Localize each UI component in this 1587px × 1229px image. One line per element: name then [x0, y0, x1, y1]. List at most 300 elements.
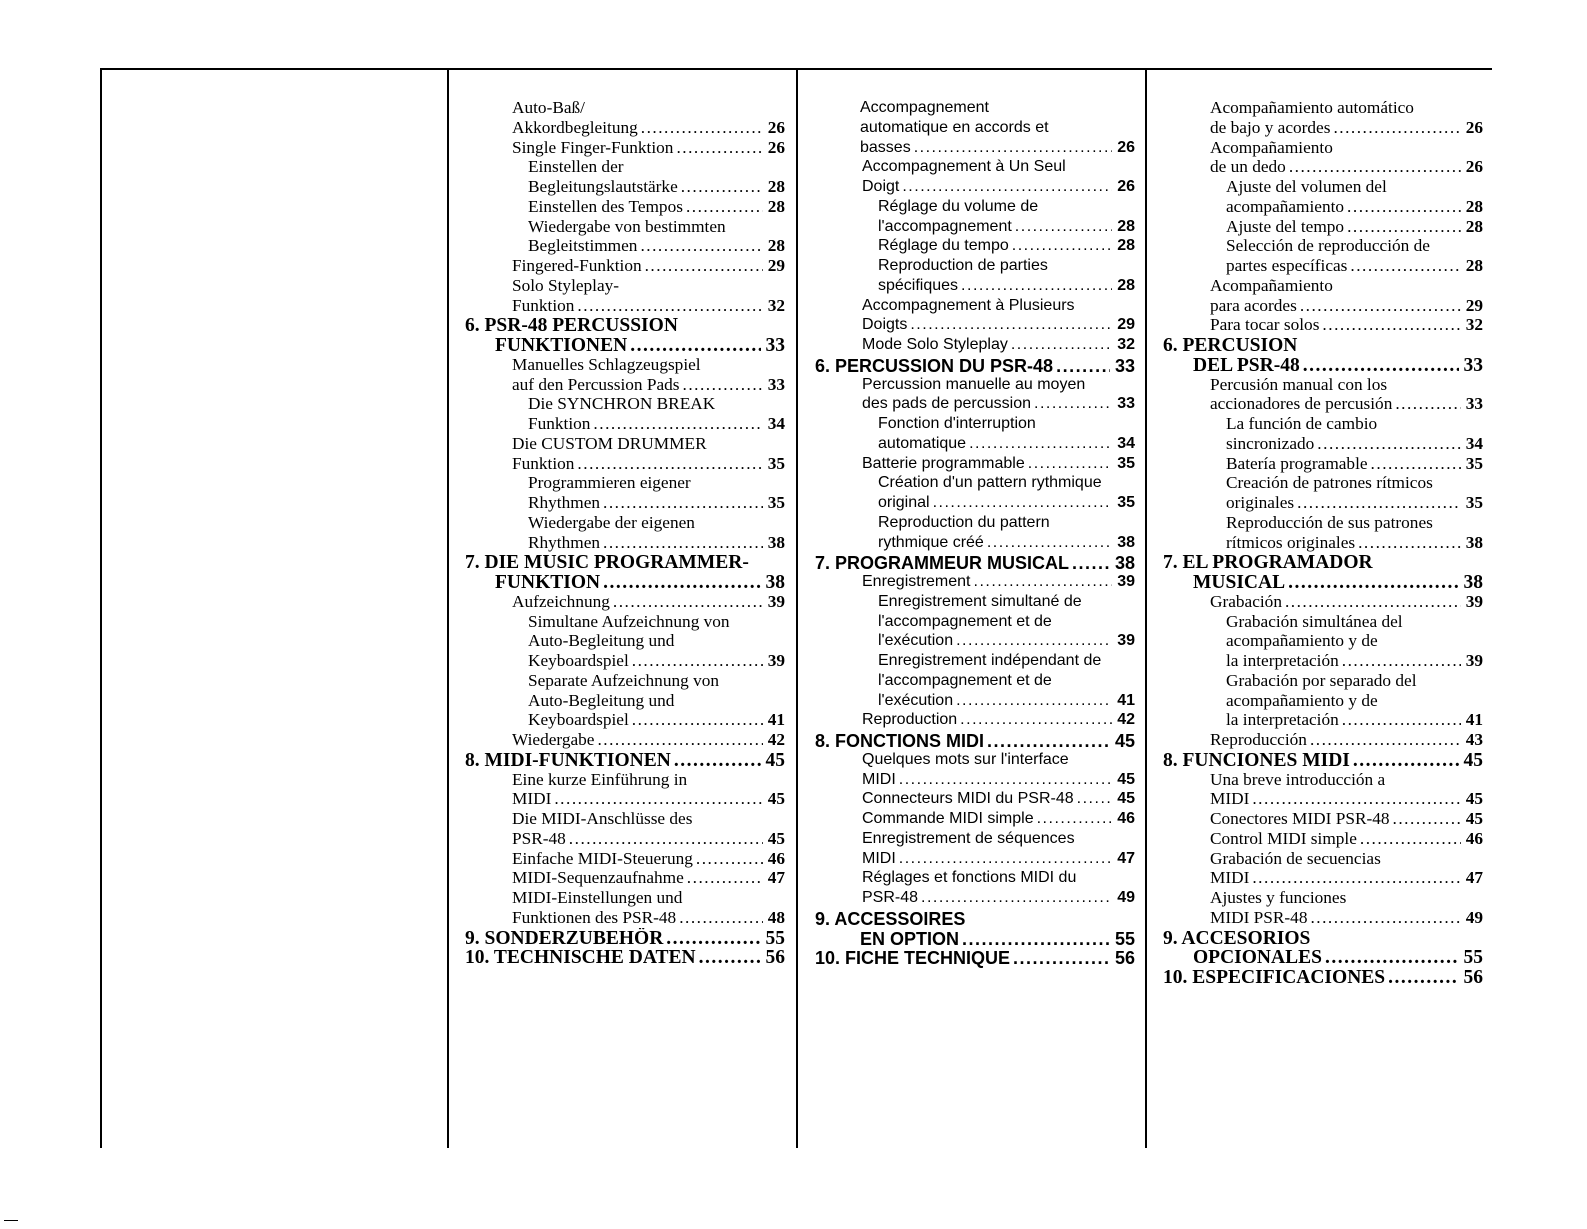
toc-entry: [465, 276, 785, 296]
toc-entry: [465, 394, 785, 414]
toc-entry-title: Grabación: [1210, 591, 1282, 611]
toc-page-number: 33: [1114, 355, 1135, 376]
toc-leader-dots: [641, 118, 763, 138]
toc-leader-dots: [597, 730, 762, 750]
toc-page-number: 29: [767, 256, 785, 275]
toc-entry-title: basses: [860, 138, 911, 156]
toc-page-number: 35: [1117, 494, 1135, 511]
toc-entry: [1163, 296, 1483, 316]
toc-leader-dots: [577, 454, 762, 474]
toc-entry-title: MIDI PSR-48: [1210, 907, 1308, 927]
toc-entry: [465, 138, 785, 158]
toc-page-number: 26: [767, 137, 785, 157]
toc-entry: [815, 552, 1135, 574]
toc-entry: [1163, 454, 1483, 474]
toc-entry-title: original: [878, 494, 930, 511]
toc-entry: [465, 770, 785, 790]
toc-entry: [465, 789, 785, 809]
toc-entry: [465, 236, 785, 256]
toc-entry: [465, 375, 785, 395]
toc-entry: [815, 849, 1135, 869]
toc-entry-title: automatique en accords et: [860, 118, 1049, 136]
toc-entry: [465, 612, 785, 632]
toc-entry: [465, 98, 785, 118]
toc-page-number: 42: [767, 730, 785, 749]
toc-page-number: 26: [1465, 157, 1483, 177]
toc-entry-title: 9. ACCESSOIRES: [815, 908, 966, 929]
toc-leader-dots: [1388, 967, 1458, 989]
toc-page-number: 47: [1117, 849, 1135, 867]
toc-entry: [1163, 849, 1483, 869]
toc-leader-dots: [674, 750, 761, 772]
toc-page-number: 38: [1465, 532, 1483, 552]
toc-entry-title: 6. PERCUSSION DU PSR-48: [815, 355, 1054, 376]
toc-entry-title: Control MIDI simple: [1210, 828, 1357, 848]
toc-page-number: 39: [1117, 632, 1135, 650]
toc-entry-title: 7. PROGRAMMEUR MUSICAL: [815, 553, 1070, 574]
toc-entry: [465, 217, 785, 237]
toc-entry: [815, 691, 1135, 711]
toc-entry: [1163, 315, 1483, 335]
toc-entry: [815, 118, 1135, 138]
toc-leader-dots: [632, 710, 763, 730]
toc-leader-dots: [961, 276, 1112, 296]
toc-entry: [465, 177, 785, 197]
toc-leader-dots: [914, 138, 1113, 158]
toc-entry-title: Ajustes y funciones: [1210, 888, 1347, 907]
toc-leader-dots: [1252, 789, 1460, 809]
toc-entry-title: Aufzeichnung: [512, 591, 610, 611]
toc-leader-dots: [1011, 335, 1112, 355]
toc-entry: [815, 750, 1135, 770]
toc-entry-title: Connecteurs MIDI du PSR-48: [862, 790, 1074, 808]
toc-entry-title: MIDI: [1210, 868, 1250, 888]
toc-entry: [465, 908, 785, 928]
toc-entry-title: auf den Percussion Pads: [512, 374, 680, 394]
toc-entry: [1163, 98, 1483, 118]
toc-entry: [465, 710, 785, 730]
toc-entry-title: Simultane Aufzeichnung von: [528, 611, 730, 631]
toc-leader-dots: [974, 572, 1113, 592]
toc-leader-dots: [603, 572, 760, 594]
toc-entry-title: OPCIONALES: [1193, 947, 1322, 969]
toc-entry: [465, 533, 785, 553]
toc-leader-dots: [1317, 434, 1460, 454]
toc-entry: [1163, 236, 1483, 256]
toc-leader-dots: [1303, 355, 1459, 377]
toc-entry: [1163, 691, 1483, 711]
toc-page-number: 28: [1117, 276, 1135, 294]
toc-entry: [465, 473, 785, 493]
toc-entry-title: Réglages et fonctions MIDI du: [862, 869, 1077, 887]
toc-leader-dots: [1347, 217, 1461, 237]
toc-entry-title: Auto-Begleitung und: [528, 690, 675, 710]
toc-entry: [465, 572, 785, 594]
toc-entry: [815, 592, 1135, 612]
toc-leader-dots: [1028, 454, 1112, 474]
toc-page-number: 35: [1465, 453, 1483, 473]
toc-entry: [465, 809, 785, 829]
toc-entry-title: Eine kurze Einführung in: [512, 769, 688, 789]
toc-entry: [815, 177, 1135, 197]
toc-entry: [465, 552, 785, 574]
toc-entry: [465, 849, 785, 869]
toc-leader-dots: [569, 829, 763, 849]
toc-entry-title: Akkordbegleitung: [512, 117, 638, 137]
toc-page-number: 33: [765, 335, 785, 356]
toc-entry: [815, 355, 1135, 377]
toc-leader-dots: [956, 691, 1112, 711]
toc-entry-title: rítmicos originales: [1226, 532, 1356, 552]
toc-page-number: 43: [1465, 730, 1483, 749]
toc-page-number: 45: [1463, 749, 1483, 771]
toc-page-number: 34: [767, 414, 785, 433]
toc-page-number: 35: [767, 453, 785, 473]
toc-entry: [465, 947, 785, 969]
toc-entry: [1163, 730, 1483, 750]
toc-entry: [1163, 434, 1483, 454]
toc-entry-title: Auto-Baß/: [512, 98, 585, 117]
toc-entry-title: Accompagnement: [860, 99, 989, 116]
toc-entry-title: Programmieren eigener: [528, 473, 691, 493]
toc-leader-dots: [960, 710, 1112, 730]
toc-entry-title: Reproduction: [862, 711, 958, 729]
toc-entry-title: Batterie programmable: [862, 454, 1025, 472]
toc-leader-dots: [1347, 197, 1461, 217]
toc-entry: [465, 157, 785, 177]
toc-entry: [1163, 770, 1483, 790]
toc-entry: [465, 493, 785, 513]
toc-entry: [1163, 276, 1483, 296]
toc-entry-title: Una breve introducción a: [1210, 769, 1386, 789]
toc-page-number: 32: [1465, 315, 1483, 335]
toc-entry: [1163, 829, 1483, 849]
toc-leader-dots: [1325, 947, 1459, 969]
toc-leader-dots: [899, 770, 1112, 790]
toc-leader-dots: [987, 730, 1110, 752]
toc-leader-dots: [1015, 217, 1112, 237]
toc-entry: [1163, 375, 1483, 395]
toc-entry-title: PSR-48: [512, 828, 566, 848]
toc-leader-dots: [1252, 868, 1460, 888]
toc-entry-title: 10. ESPECIFICACIONES: [1163, 967, 1386, 988]
toc-leader-dots: [1342, 710, 1461, 730]
toc-entry: [815, 98, 1135, 118]
toc-entry-title: Grabación simultánea del: [1226, 611, 1403, 631]
toc-entry: [815, 296, 1135, 316]
toc-page-number: 39: [1465, 591, 1483, 611]
toc-page-number: 48: [767, 907, 785, 927]
toc-entry-title: 10. FICHE TECHNIQUE: [815, 948, 1011, 969]
toc-entry: [1163, 197, 1483, 217]
toc-leader-dots: [1393, 809, 1461, 829]
toc-page-number: 42: [1117, 711, 1135, 729]
toc-leader-dots: [603, 533, 763, 553]
toc-leader-dots: [1037, 809, 1113, 829]
toc-entry: [815, 572, 1135, 592]
toc-entry-title: para acordes: [1210, 295, 1297, 315]
toc-entry-title: automatique: [878, 434, 967, 452]
toc-page-number: 55: [1114, 928, 1135, 949]
toc-page-number: 39: [1117, 573, 1135, 590]
toc-entry-title: Wiedergabe der eigenen: [528, 512, 695, 532]
toc-leader-dots: [987, 533, 1112, 553]
toc-leader-dots: [1013, 947, 1110, 969]
toc-leader-dots: [593, 414, 762, 434]
toc-entry-title: Funktion: [512, 295, 575, 315]
toc-leader-dots: [666, 928, 760, 950]
toc-page-number: 55: [1463, 947, 1483, 969]
toc-page-number: 34: [1465, 433, 1483, 453]
toc-page-number: 45: [767, 828, 785, 848]
toc-entry-title: MIDI: [1210, 789, 1250, 809]
toc-leader-dots: [1012, 236, 1112, 256]
toc-page-number: 32: [767, 295, 785, 315]
toc-entry: [1163, 493, 1483, 513]
toc-entry: [815, 414, 1135, 434]
toc-entry-title: Fingered-Funktion: [512, 256, 642, 275]
toc-leader-dots: [613, 592, 763, 612]
toc-entry: [465, 651, 785, 671]
toc-entry-title: l'accompagnement: [878, 217, 1012, 235]
toc-page-number: 56: [1463, 967, 1483, 988]
toc-entry: [1163, 335, 1483, 357]
toc-entry-title: Acompañamiento: [1210, 137, 1333, 157]
toc-leader-dots: [933, 493, 1113, 513]
toc-entry-title: 7. EL PROGRAMADOR: [1163, 552, 1373, 574]
toc-page-number: 45: [765, 749, 785, 771]
toc-page-number: 39: [1465, 651, 1483, 670]
toc-leader-dots: [902, 177, 1112, 197]
toc-entry: [815, 335, 1135, 355]
toc-entry: [815, 829, 1135, 849]
toc-leader-dots: [630, 335, 760, 357]
toc-entry-title: DEL PSR-48: [1193, 354, 1300, 376]
toc-entry: [815, 888, 1135, 908]
toc-page-number: 34: [1117, 434, 1135, 452]
toc-leader-dots: [1353, 750, 1459, 772]
toc-entry-title: Die SYNCHRON BREAK: [528, 394, 716, 414]
toc-entry: [465, 888, 785, 908]
column-divider-1: [100, 68, 102, 1148]
toc-entry-title: Einfache MIDI-Steuerung: [512, 848, 693, 868]
toc-entry: [815, 454, 1135, 474]
toc-leader-dots: [687, 868, 763, 888]
toc-page-number: 45: [1117, 790, 1135, 808]
toc-entry: [815, 631, 1135, 651]
toc-entry: [1163, 908, 1483, 928]
toc-page-number: 26: [1465, 117, 1483, 137]
toc-entry: [815, 157, 1135, 177]
toc-page-number: 45: [1465, 809, 1483, 828]
toc-entry-title: Mode Solo Styleplay: [862, 336, 1008, 353]
toc-leader-dots: [632, 651, 763, 671]
toc-page-number: 41: [1465, 710, 1483, 730]
toc-page-number: 39: [767, 651, 785, 670]
toc-leader-dots: [1322, 315, 1460, 335]
toc-entry-title: Fonction d'interruption: [878, 415, 1036, 432]
toc-leader-dots: [683, 375, 763, 395]
toc-leader-dots: [1297, 493, 1461, 513]
toc-entry: [815, 868, 1135, 888]
toc-entry-title: Doigt: [862, 178, 900, 195]
toc-entry: [1163, 612, 1483, 632]
toc-entry: [465, 513, 785, 533]
toc-entry-title: Funktion: [528, 414, 591, 433]
toc-entry-title: Enregistrement de séquences: [862, 829, 1075, 847]
toc-entry-title: EN OPTION: [860, 928, 960, 949]
toc-leader-dots: [1310, 730, 1461, 750]
toc-entry-title: Selección de reproducción de: [1226, 236, 1430, 256]
toc-page-number: 38: [1114, 553, 1135, 574]
toc-entry-title: MUSICAL: [1193, 572, 1286, 593]
toc-page-number: 29: [1117, 316, 1135, 334]
toc-entry-title: Rhythmen: [528, 532, 601, 552]
toc-entry: [465, 256, 785, 276]
toc-entry-title: la interpretación: [1226, 651, 1339, 670]
toc-leader-dots: [676, 138, 762, 158]
toc-entry: [1163, 118, 1483, 138]
toc-entry-title: acompañamiento: [1226, 196, 1345, 216]
toc-leader-dots: [1077, 789, 1113, 809]
toc-leader-dots: [1371, 454, 1461, 474]
toc-entry-title: 6. PSR-48 PERCUSSION: [465, 315, 678, 337]
toc-leader-dots: [1072, 552, 1110, 574]
toc-leader-dots: [679, 908, 763, 928]
toc-entry: [815, 770, 1135, 790]
toc-entry: [465, 691, 785, 711]
toc-entry: [465, 829, 785, 849]
toc-entry-title: l'accompagnement et de: [878, 612, 1052, 630]
toc-entry-title: Percussion manuelle au moyen: [862, 375, 1086, 393]
toc-entry-title: Conectores MIDI PSR-48: [1210, 809, 1390, 828]
toc-entry: [1163, 552, 1483, 574]
toc-entry: [815, 434, 1135, 454]
toc-entry-title: Funktion: [512, 453, 575, 473]
toc-page-number: 33: [767, 374, 785, 394]
toc-entry-title: Die CUSTOM DRUMMER: [512, 433, 707, 453]
toc-entry-title: FUNKTIONEN: [495, 335, 628, 356]
corner-mark: [4, 1220, 18, 1221]
toc-page-number: 46: [1117, 810, 1135, 827]
toc-entry-title: Grabación de secuencias: [1210, 848, 1381, 868]
toc-entry: [465, 434, 785, 454]
toc-leader-dots: [1342, 651, 1461, 671]
toc-entry: [815, 375, 1135, 395]
toc-entry: [1163, 789, 1483, 809]
toc-page-number: 35: [1117, 454, 1135, 472]
toc-entry: [465, 928, 785, 950]
toc-entry: [815, 809, 1135, 829]
toc-entry-title: Réglage du tempo: [878, 237, 1009, 255]
toc-entry: [1163, 157, 1483, 177]
toc-entry: [1163, 809, 1483, 829]
toc-entry: [1163, 928, 1483, 950]
toc-entry: [815, 493, 1135, 513]
toc-entry: [465, 197, 785, 217]
toc-entry-title: Ajuste del tempo: [1226, 216, 1345, 236]
toc-entry-title: rythmique créé: [878, 533, 984, 551]
toc-entry-title: Enregistrement indépendant de: [878, 652, 1102, 669]
toc-entry-title: La función de cambio: [1226, 414, 1378, 433]
toc-entry: [815, 394, 1135, 414]
toc-page-number: 33: [1117, 395, 1135, 413]
toc-page-number: 33: [1463, 354, 1483, 376]
toc-page-number: 29: [1465, 295, 1483, 315]
toc-entry: [465, 355, 785, 375]
toc-entry-title: 9. ACCESORIOS: [1163, 927, 1311, 949]
toc-entry: [465, 592, 785, 612]
toc-entry-title: partes específicas: [1226, 256, 1348, 275]
toc-entry-title: originales: [1226, 493, 1295, 512]
toc-entry-title: Reproduction du pattern: [878, 513, 1050, 531]
toc-entry-title: Funktionen des PSR-48: [512, 907, 677, 927]
toc-entry-title: Reproducción: [1210, 730, 1307, 749]
toc-entry: [815, 947, 1135, 969]
toc-leader-dots: [1395, 394, 1460, 414]
toc-entry-title: MIDI: [512, 789, 552, 809]
toc-entry: [1163, 710, 1483, 730]
toc-entry-title: sincronizado: [1226, 433, 1315, 453]
toc-entry: [1163, 355, 1483, 377]
toc-page-number: 38: [1463, 572, 1483, 593]
toc-leader-dots: [1310, 908, 1460, 928]
toc-entry-title: Création d'un pattern rythmique: [878, 474, 1102, 492]
toc-entry: [815, 197, 1135, 217]
toc-entry-title: Wiedergabe von bestimmten: [528, 216, 726, 236]
toc-entry: [465, 335, 785, 357]
toc-entry: [815, 513, 1135, 533]
toc-leader-dots: [1350, 256, 1460, 276]
toc-entry: [1163, 256, 1483, 276]
toc-entry: [1163, 572, 1483, 594]
toc-entry: [1163, 947, 1483, 969]
toc-entry-title: spécifiques: [878, 276, 959, 294]
toc-entry: [465, 730, 785, 750]
toc-leader-dots: [1288, 572, 1458, 594]
toc-page-number: 39: [767, 591, 785, 611]
toc-entry-title: Keyboardspiel: [528, 651, 629, 670]
toc-entry: [815, 730, 1135, 752]
toc-entry-title: MIDI: [862, 770, 896, 788]
toc-entry-title: Einstellen der: [528, 157, 624, 177]
toc-entry-title: Begleitungslautstärke: [528, 177, 678, 196]
toc-page-number: 38: [765, 572, 785, 593]
toc-entry-title: Doigts: [862, 316, 908, 334]
toc-entry: [815, 256, 1135, 276]
toc-entry: [1163, 671, 1483, 691]
toc-page-number: 45: [1117, 770, 1135, 788]
toc-leader-dots: [1285, 592, 1461, 612]
toc-entry-title: Enregistrement: [862, 573, 971, 590]
toc-entry-title: Auto-Begleitung und: [528, 631, 675, 651]
toc-entry-title: Keyboardspiel: [528, 710, 629, 730]
toc-entry-title: Manuelles Schlagzeugspiel: [512, 354, 701, 374]
toc-entry: [815, 533, 1135, 553]
toc-leader-dots: [910, 315, 1112, 335]
toc-leader-dots: [577, 296, 762, 316]
toc-entry-title: acompañamiento y de: [1226, 631, 1378, 651]
toc-entry: [1163, 651, 1483, 671]
toc-entry-title: la interpretación: [1226, 710, 1339, 730]
toc-entry: [1163, 473, 1483, 493]
toc-entry: [1163, 592, 1483, 612]
toc-leader-dots: [681, 177, 763, 197]
toc-entry: [1163, 414, 1483, 434]
toc-entry-title: l'exécution: [878, 632, 954, 650]
toc-entry: [465, 454, 785, 474]
toc-entry: [815, 315, 1135, 335]
